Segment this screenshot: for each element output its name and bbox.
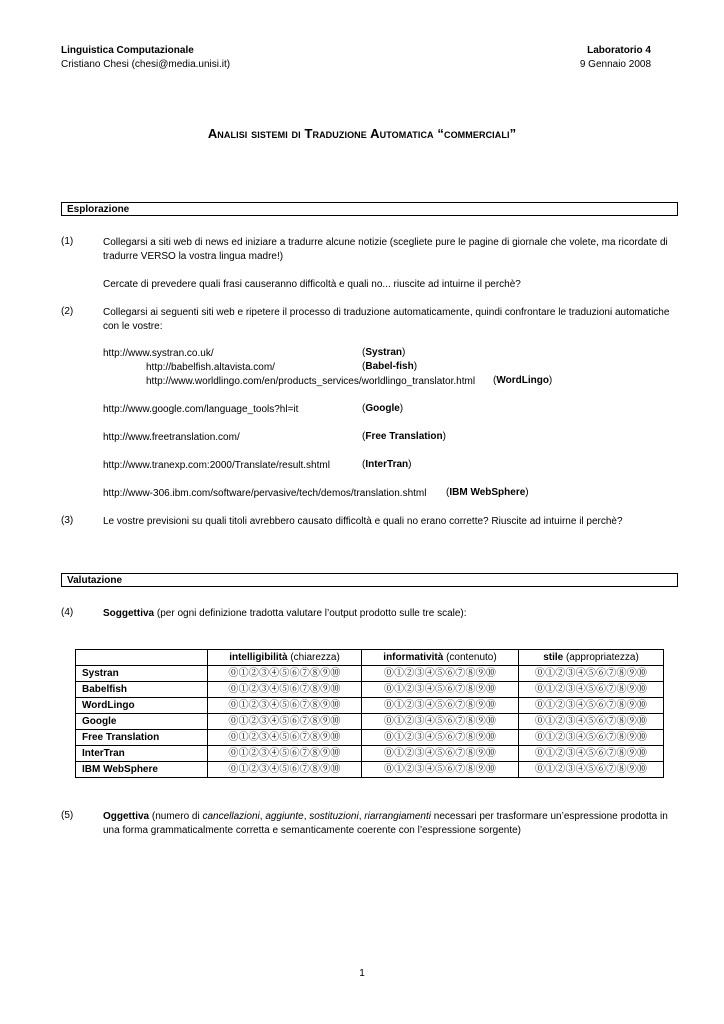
author: Cristiano Chesi (chesi@media.unisi.it) [61, 59, 231, 70]
link-row [103, 459, 330, 473]
item-text-1: Collegarsi a siti web di news ed iniziare a tradurre alcune notizie (scegliete pure le pagine di giornale che volete, ma ricordate di tradurre VERSO la vostra lingua madre!) [103, 237, 668, 262]
link-url[interactable]: http://www-306.ibm.com/software/pervasive/tech/demos/translation.shtml [103, 488, 427, 499]
item-text-3: Le vostre previsioni su quali titoli avrebbero causato difficoltà e quali no erano corrette? Riuscite ad intuirne il perchè? [103, 516, 623, 527]
link-url[interactable]: http://www.systran.co.uk/ [103, 348, 214, 359]
rating-scale[interactable]: ⓪①②③④⑤⑥⑦⑧⑨⑩ [208, 666, 362, 682]
rating-scale[interactable]: ⓪①②③④⑤⑥⑦⑧⑨⑩ [519, 682, 664, 698]
rating-scale[interactable]: ⓪①②③④⑤⑥⑦⑧⑨⑩ [519, 762, 664, 778]
date: 9 Gennaio 2008 [579, 59, 651, 70]
system-name: (InterTran) [362, 459, 412, 470]
rating-scale[interactable]: ⓪①②③④⑤⑥⑦⑧⑨⑩ [519, 666, 664, 682]
system-name: (WordLingo) [493, 375, 553, 386]
table-row [76, 730, 664, 746]
section-evaluation: Valutazione [61, 573, 678, 587]
row-label: IBM WebSphere [76, 762, 208, 778]
table-row [76, 698, 664, 714]
row-label: InterTran [76, 746, 208, 762]
rating-scale[interactable]: ⓪①②③④⑤⑥⑦⑧⑨⑩ [519, 746, 664, 762]
table-row [76, 682, 664, 698]
header-left [61, 44, 230, 72]
rating-scale[interactable]: ⓪①②③④⑤⑥⑦⑧⑨⑩ [362, 682, 519, 698]
rating-scale[interactable]: ⓪①②③④⑤⑥⑦⑧⑨⑩ [362, 746, 519, 762]
column-header: stile (appropriatezza) [519, 650, 664, 666]
lab-number: Laboratorio 4 [587, 45, 651, 56]
rating-scale[interactable]: ⓪①②③④⑤⑥⑦⑧⑨⑩ [519, 730, 664, 746]
rating-scale[interactable]: ⓪①②③④⑤⑥⑦⑧⑨⑩ [362, 698, 519, 714]
header-right [580, 44, 651, 72]
link-row [146, 361, 275, 375]
system-name: (Systran) [362, 347, 406, 358]
link-url[interactable]: http://babelfish.altavista.com/ [146, 362, 275, 373]
item-number-5: (5) [61, 810, 74, 821]
row-label: Systran [76, 666, 208, 682]
course-name: Linguistica Computazionale [61, 45, 194, 56]
link-url[interactable]: http://www.worldlingo.com/en/products_services/worldlingo_translator.html [146, 376, 476, 387]
link-url[interactable]: http://www.google.com/language_tools?hl=it [103, 404, 299, 415]
rating-scale[interactable]: ⓪①②③④⑤⑥⑦⑧⑨⑩ [362, 714, 519, 730]
row-label: Google [76, 714, 208, 730]
rating-scale[interactable]: ⓪①②③④⑤⑥⑦⑧⑨⑩ [208, 762, 362, 778]
page-number: 1 [359, 968, 365, 979]
link-url[interactable]: http://www.tranexp.com:2000/Translate/result.shtml [103, 460, 330, 471]
column-header: intelligibilità (chiarezza) [208, 650, 362, 666]
table-corner [76, 650, 208, 666]
item-number-1: (1) [61, 236, 74, 247]
link-row [103, 403, 298, 417]
column-header: informatività (contenuto) [362, 650, 519, 666]
item-text-1b: Cercate di prevedere quali frasi causeranno difficoltà e quali no... riuscite ad intuirne il perchè? [103, 279, 521, 290]
table-row [76, 762, 664, 778]
link-row [146, 375, 475, 389]
rating-scale[interactable]: ⓪①②③④⑤⑥⑦⑧⑨⑩ [519, 714, 664, 730]
rating-scale[interactable]: ⓪①②③④⑤⑥⑦⑧⑨⑩ [362, 762, 519, 778]
rating-scale[interactable]: ⓪①②③④⑤⑥⑦⑧⑨⑩ [208, 682, 362, 698]
section-exploration: Esplorazione [61, 202, 678, 216]
system-name: (Google) [362, 403, 404, 414]
table-header-row [76, 650, 664, 666]
link-row [103, 347, 214, 361]
rating-scale[interactable]: ⓪①②③④⑤⑥⑦⑧⑨⑩ [208, 746, 362, 762]
item-number-4: (4) [61, 607, 74, 618]
evaluation-table [75, 649, 664, 778]
page-title: Analisi sistemi di Traduzione Automatica “commerciali” [207, 126, 517, 141]
rating-scale[interactable]: ⓪①②③④⑤⑥⑦⑧⑨⑩ [362, 666, 519, 682]
system-name: (IBM WebSphere) [446, 487, 529, 498]
item-text-2: Collegarsi ai seguenti siti web e ripetere il processo di traduzione automaticamente, quindi confrontare le traduzioni automatiche con le vostre: [103, 307, 670, 332]
item-text-4: Soggettiva (per ogni definizione tradotta valutare l’output prodotto sulle tre scale): [103, 608, 467, 619]
system-name: (Babel-fish) [362, 361, 418, 372]
rating-scale[interactable]: ⓪①②③④⑤⑥⑦⑧⑨⑩ [362, 730, 519, 746]
row-label: Free Translation [76, 730, 208, 746]
link-row [103, 431, 240, 445]
item-number-3: (3) [61, 515, 74, 526]
rating-scale[interactable]: ⓪①②③④⑤⑥⑦⑧⑨⑩ [208, 698, 362, 714]
table-row [76, 746, 664, 762]
item-text-5: Oggettiva (numero di cancellazioni, aggiunte, sostituzioni, riarrangiamenti necessari per trasformare un’espressione prodotta in una forma grammaticalmente corretta e semanticamente coerente con l’espressione sorgente) [103, 811, 668, 836]
table-row [76, 714, 664, 730]
rating-scale[interactable]: ⓪①②③④⑤⑥⑦⑧⑨⑩ [208, 714, 362, 730]
rating-scale[interactable]: ⓪①②③④⑤⑥⑦⑧⑨⑩ [519, 698, 664, 714]
table-row [76, 666, 664, 682]
rating-scale[interactable]: ⓪①②③④⑤⑥⑦⑧⑨⑩ [208, 730, 362, 746]
link-row [103, 487, 426, 501]
item-number-2: (2) [61, 306, 74, 317]
row-label: Babelfish [76, 682, 208, 698]
link-url[interactable]: http://www.freetranslation.com/ [103, 432, 240, 443]
row-label: WordLingo [76, 698, 208, 714]
system-name: (Free Translation) [362, 431, 446, 442]
